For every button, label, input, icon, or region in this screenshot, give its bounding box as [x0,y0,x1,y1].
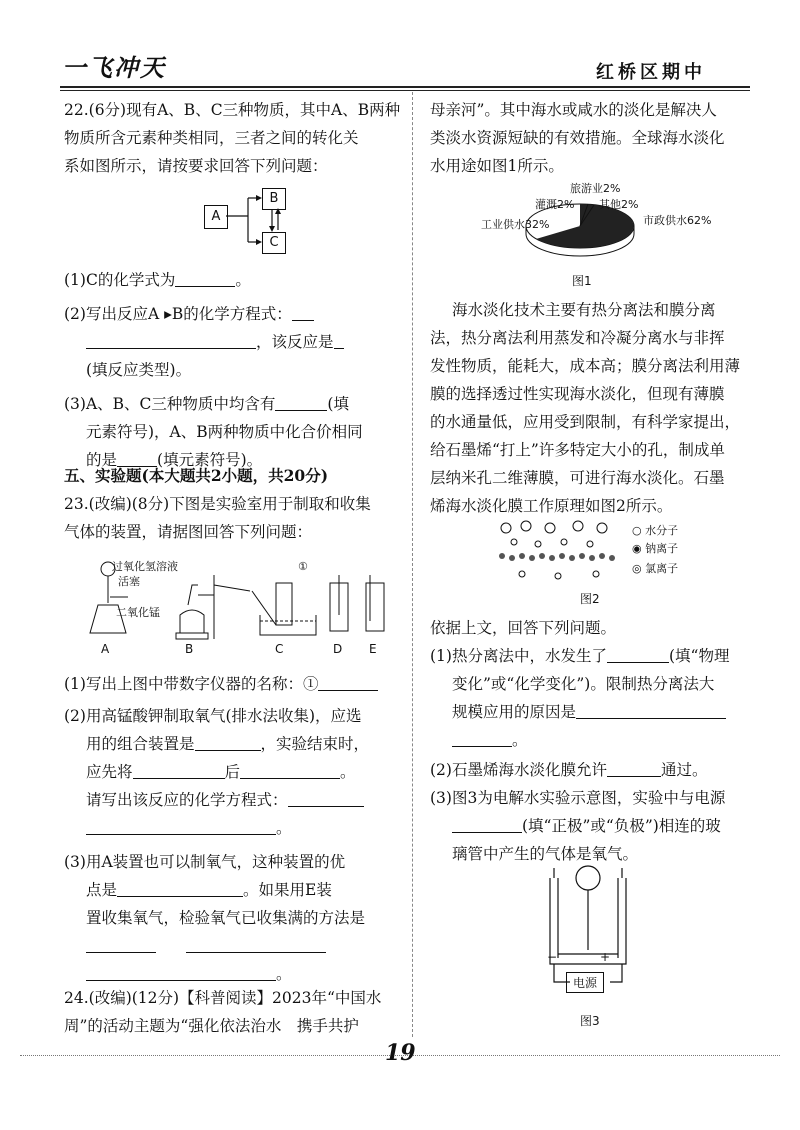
q22-p2b: ，该反应是 [256,333,334,351]
q23-p3b: 点是 [86,881,118,899]
q23-line-2: 气体的装置，请据图回答下列问题： [64,523,313,541]
electrolysis-apparatus [530,858,650,988]
figure-1-caption: 图1 [572,274,592,288]
question-24 [64,984,404,1040]
q23-p2-blank-then[interactable] [240,762,340,779]
q24-q1a-end: (填“物理 [668,647,730,665]
apparatus-label-e: E [369,642,377,656]
q23-p3c: 置收集氧气，检验氧气已收集满的方法是 [86,909,366,927]
fig3-plus: + [600,950,611,964]
section-5-title: 五、实验题(本大题共2小题，共20分) [64,466,329,485]
q24-q1-blank-reason-b[interactable] [452,730,512,747]
q23-p2-blank-eq-a[interactable] [288,790,364,807]
q24-q2-blank[interactable] [607,760,661,777]
q24-q3a: (3)图3为电解水实验示意图，实验中与电源 [430,789,726,807]
pie-label-municipal: 市政供水62% [643,214,712,227]
q23-p3-blank-check-c[interactable] [86,964,276,981]
q22-p3c: 的是 [86,451,118,469]
legend-water-label: 水分子 [645,524,679,537]
passage-line-8: 烯海水淡化膜工作原理如图2所示。 [430,497,673,515]
q22-p2-blank-b[interactable] [86,332,256,349]
q24-intro [430,96,765,180]
q24-q3-blank-electrode[interactable] [452,816,522,833]
passage-line-3: 发性物质，能耗大，成本高；膜分离法利用薄 [430,357,741,375]
apparatus-drawing [80,555,400,640]
q22-p3b: 元素符号)，A、B两种物质中化合价相同 [86,423,363,441]
q23-p3a: (3)用A装置也可以制氧气，这种装置的优 [64,853,346,871]
passage-line-1: 海水淡化技术主要有热分离法和膜分离 [452,301,716,319]
intro-line-1: 母亲河”。其中海水或咸水的淡化是解决人 [430,101,717,119]
label-instrument-1: ① [298,560,308,573]
q24-q3b-end: (填“正极”或“负极”)相连的玻 [522,817,721,835]
q24-q1c: 规模应用的原因是 [452,703,577,721]
passage-line-7: 层纳米孔二维薄膜，可进行海水淡化。石墨 [430,469,725,487]
power-source: 电源 [566,972,604,993]
q22-line-2: 物质所含元素种类相同，三者之间的转化关 [64,129,359,147]
brand-logo: 一飞冲天 [62,53,166,82]
apparatus-label-a: A [101,642,110,656]
legend-chloride-ion: ◎ 氯离子 [632,562,679,575]
q23-p2-blank-first[interactable] [133,762,225,779]
q24-q1d-end: 。 [512,731,528,749]
q24-ask: 依据上文，回答下列问题。 [430,619,617,637]
passage-line-2: 法，热分离法利用蒸发和冷凝分离水与非挥 [430,329,725,347]
legend-sodium-label: 钠离子 [645,542,679,555]
q22-p2-blank-c[interactable] [334,332,344,349]
apparatus-label-d: D [333,642,343,656]
apparatus-label-c: C [275,642,284,656]
q24-parts [430,614,765,868]
q22-p2a: (2)写出反应A ▸B的化学方程式： [64,305,292,323]
pie-label-other: 其他2% [599,198,639,211]
q24-q3c: 璃管中产生的气体是氧气。 [452,845,639,863]
intro-line-2: 类淡水资源短缺的有效措施。全球海水淡化 [430,129,725,147]
pie-label-industry: 工业供水32% [481,218,550,231]
q23-p2b: 用的组合装置是 [86,735,195,753]
q22-arrows [200,180,310,260]
q22-p3c-end: (填元素符号)。 [157,451,263,469]
fig3-minus: − [547,950,558,964]
passage-line-5: 的水通量低，应用受到限制，有科学家提出， [430,413,741,431]
q24-q2: (2)石墨烯海水淡化膜允许 [430,761,607,779]
header-rule [60,86,750,88]
q23-p2-blank-combo[interactable] [195,734,261,751]
figure-2-caption: 图2 [580,592,600,606]
pie-label-tourism: 旅游业2% [570,182,621,195]
q23-p3-blank-check-a[interactable] [86,936,156,953]
intro-line-3: 水用途如图1所示。 [430,157,564,175]
q24-q1a: (1)热分离法中，水发生了 [430,647,607,665]
q22-parts [64,266,404,474]
membrane-drawing [492,518,622,586]
q23-p2b-end: ，实验结束时， [260,735,370,753]
header-rule-thin [60,90,750,91]
q22-p3a-end: (填 [327,395,349,413]
q22-line-1: 22.(6分)现有A、B、C三种物质，其中A、B两种 [64,101,401,119]
exam-title: 红桥区期中 [596,62,706,83]
passage-line-6: 给石墨烯“打上”许多特定大小的孔，制成单 [430,441,725,459]
q22-p1-blank[interactable] [175,270,235,287]
q24-line-2: 周”的活动主题为“强化依法治水 携手共护 [64,1017,359,1035]
legend-chloride-label: 氯离子 [645,562,679,575]
q24-q1-blank-reason-a[interactable] [576,702,726,719]
pie-label-irrigation: 灌溉2% [535,198,575,211]
page-number: 19 [385,1040,416,1066]
q23-p1-blank[interactable] [318,674,378,691]
q23-p2c: 应先将 [86,763,133,781]
q23-p2e-end: 。 [276,819,292,837]
q23-p2c-mid: 后 [224,763,241,781]
q23-line-1: 23.(改编)(8分)下图是实验室用于制取和收集 [64,495,371,513]
q23-p3e-end: 。 [276,965,292,983]
q22-p3-blank-a[interactable] [275,394,327,411]
legend-sodium-ion: ◉ 钠离子 [632,542,679,555]
label-stopcock: 活塞 [118,575,140,588]
q23-p2c-end: 。 [340,763,356,781]
apparatus-label-b: B [185,642,194,656]
q24-q1-blank-change[interactable] [607,646,669,663]
q23-p2-blank-eq-b[interactable] [86,818,276,835]
q23-p3-blank-check-b[interactable] [186,936,326,953]
reading-passage [430,296,765,520]
q23-p1: (1)写出上图中带数字仪器的名称：① [64,675,319,693]
q23-p2a: (2)用高锰酸钾制取氧气(排水法收集)，应选 [64,707,362,725]
q23-p3b-end: 。如果用E装 [243,881,332,899]
q22-box-b: B [262,188,286,210]
q24-q1b: 变化”或“化学变化”)。限制热分离法大 [452,675,715,693]
q23-parts [64,670,404,988]
column-divider [412,92,413,1037]
q22-p1-text: (1)C的化学式为 [64,271,176,289]
label-h2o2: 过氧化氢溶液 [112,560,178,573]
q24-line-1: 24.(改编)(12分)【科普阅读】2023年“中国水 [64,989,382,1007]
figure-3-caption: 图3 [580,1014,600,1028]
q22-p2-blank-a[interactable] [292,304,314,321]
q22-line-3: 系如图所示，请按要求回答下列问题： [64,157,328,175]
legend-water-molecule: ○ 水分子 [632,524,679,537]
question-22 [64,96,404,180]
q22-box-c: C [262,232,286,254]
q23-p2d: 请写出该反应的化学方程式： [86,791,288,809]
q22-p1-end: 。 [235,271,251,289]
q22-p3a: (3)A、B、C三种物质中均含有 [64,395,276,413]
q22-box-a: A [204,205,228,229]
q23-p3-blank-adv[interactable] [117,880,243,897]
label-mno2: 二氧化锰 [116,606,160,619]
passage-line-4: 膜的选择透过性实现海水淡化，但现有薄膜 [430,385,725,403]
q24-q2-end: 通过。 [660,761,708,779]
question-23 [64,490,404,546]
q22-p2c: (填反应类型)。 [86,361,192,379]
